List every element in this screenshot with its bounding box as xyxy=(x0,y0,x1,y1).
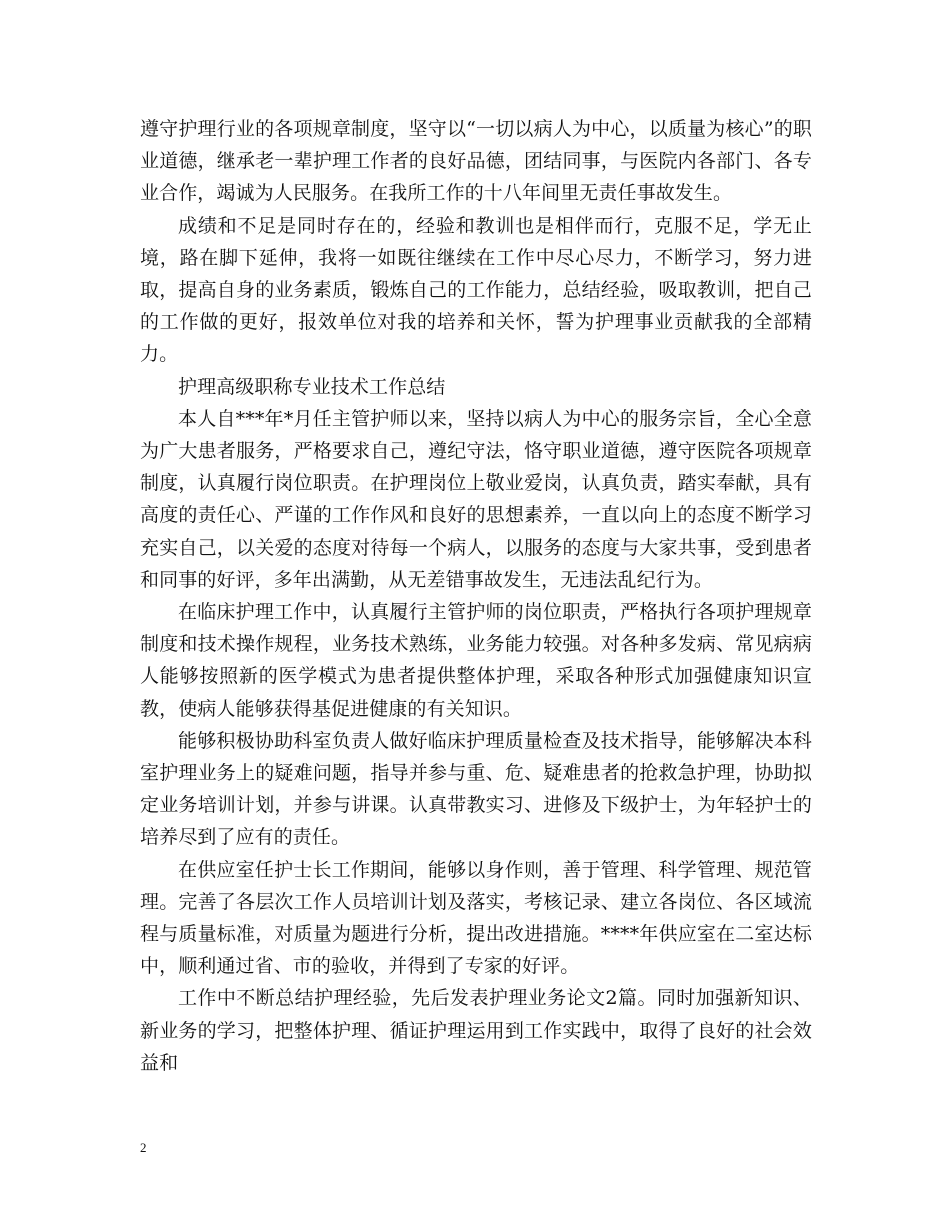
paragraph-3: 本人自***年*月任主管护师以来，坚持以病人为中心的服务宗旨，全心全意为广大患者服务，严格要求自己，遵纪守法，恪守职业道德，遵守医院各项规章制度，认真履行岗位职责。在护理岗位上敬业爱岗，认真负责，踏实奉献，具有高度的责任心、严谨的工作作风和良好的思想素养，一直以向上的态度不断学习充实自己，以关爱的态度对待每一个病人，以服务的态度与大家共事，受到患者和同事的好评，多年出满勤，从无差错事故发生，无违法乱纪行为。 xyxy=(140,407,812,591)
paragraph-5: 能够积极协助科室负责人做好临床护理质量检查及技术指导，能够解决本科室护理业务上的疑难问题，指导并参与重、危、疑难患者的抢救急护理，协助拟定业务培训计划，并参与讲课。认真带教实习、进修及下级护士，为年轻护士的培养尽到了应有的责任。 xyxy=(140,729,812,849)
paragraph-7: 工作中不断总结护理经验，先后发表护理业务论文2篇。同时加强新知识、新业务的学习，把整体护理、循证护理运用到工作实践中，取得了良好的社会效益和 xyxy=(140,987,812,1074)
paragraph-2: 成绩和不足是同时存在的，经验和教训也是相伴而行，克服不足，学无止境，路在脚下延伸，我将一如既往继续在工作中尽心尽力，不断学习，努力进取，提高自身的业务素质，锻炼自己的工作能力，总结经验，吸取教训，把自己的工作做的更好，报效单位对我的培养和关怀，誓为护理事业贡献我的全部精力。 xyxy=(140,214,812,366)
paragraph-6: 在供应室任护士长工作期间，能够以身作则，善于管理、科学管理、规范管理。完善了各层次工作人员培训计划及落实，考核记录、建立各岗位、各区域流程与质量标准，对质量为题进行分析，提出改进措施。****年供应室在二室达标中，顺利通过省、市的验收，并得到了专家的好评。 xyxy=(140,858,812,978)
page-number: 2 xyxy=(140,1140,147,1155)
section-title: 护理高级职称专业技术工作总结 xyxy=(178,375,446,398)
paragraph-4: 在临床护理工作中，认真履行主管护师的岗位职责，严格执行各项护理规章制度和技术操作规程，业务技术熟练，业务能力较强。对各种多发病、常见病病人能够按照新的医学模式为患者提供整体护理，采取各种形式加强健康知识宣教，使病人能够获得基促进健康的有关知识。 xyxy=(140,601,812,720)
paragraph-1: 遵守护理行业的各项规章制度，坚守以“一切以病人为中心，以质量为核心”的职业道德，继承老一辈护理工作者的良好品德，团结同事，与医院内各部门、各专业合作，竭诚为人民服务。在我所工作的十八年间里无责任事故发生。 xyxy=(140,118,812,205)
document-body xyxy=(140,113,812,1079)
